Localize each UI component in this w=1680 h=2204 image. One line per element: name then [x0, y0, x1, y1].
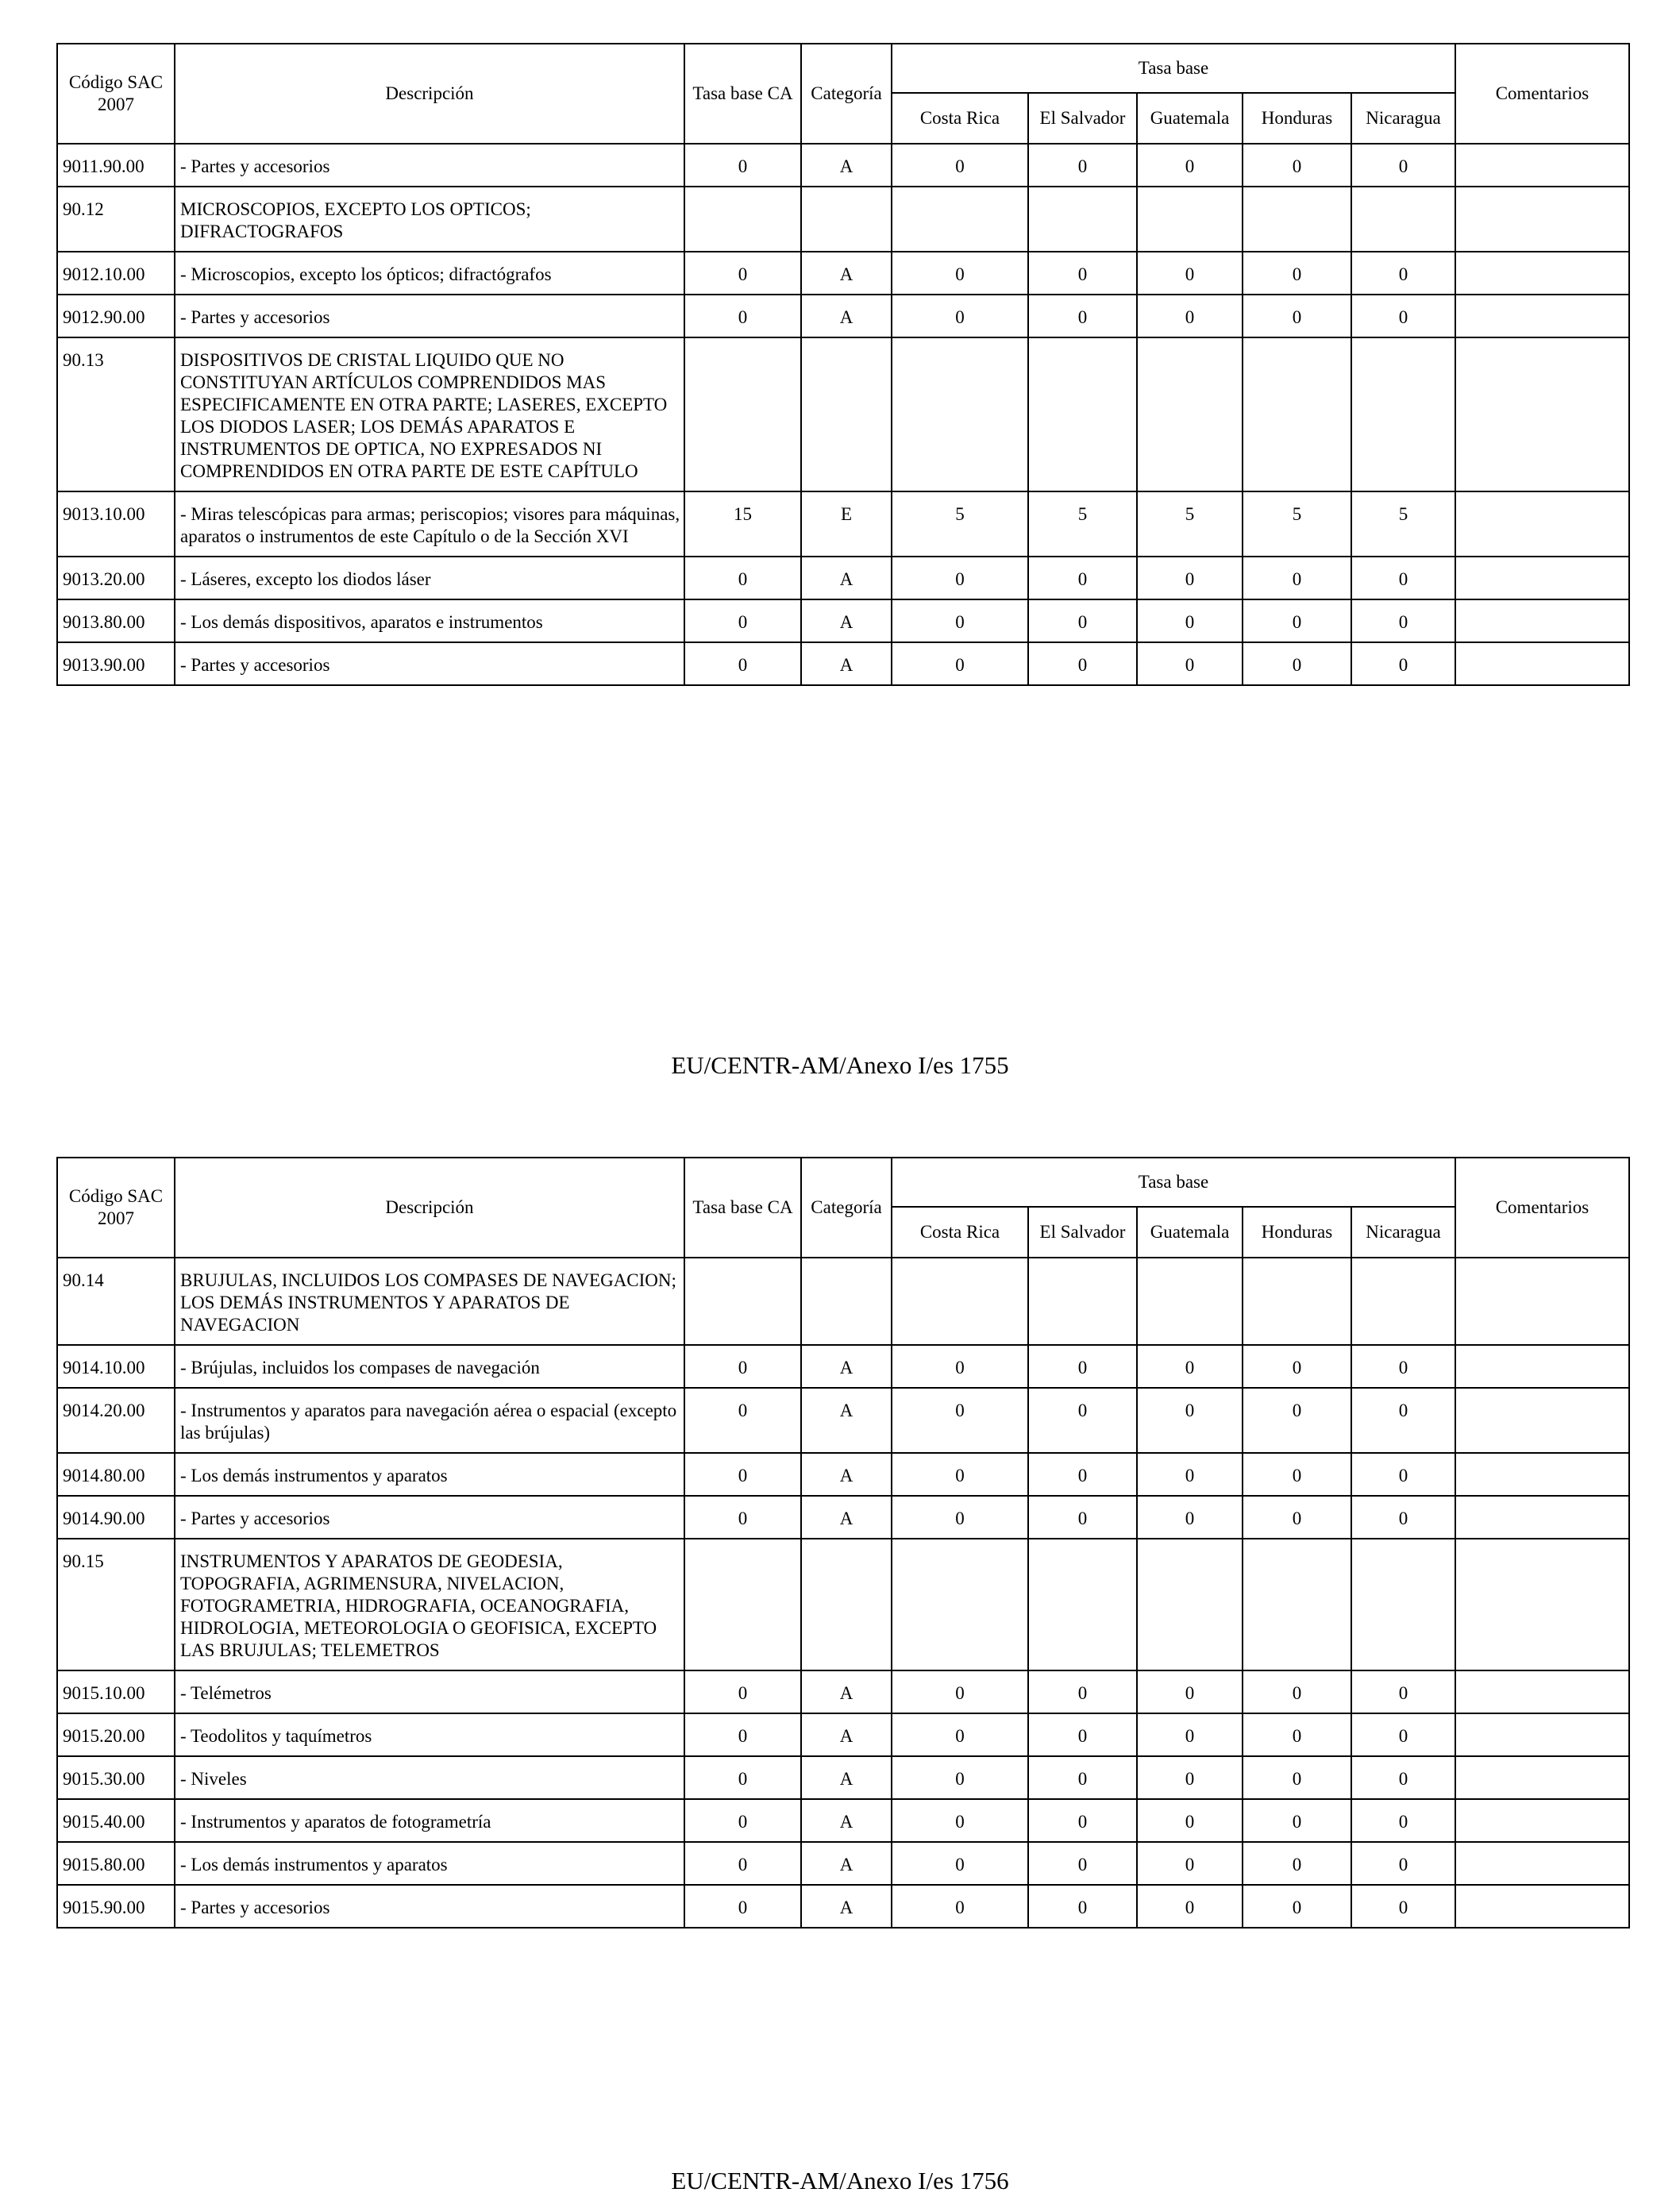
- rate-guatemala-cell: [1137, 1539, 1243, 1670]
- comments-cell: [1455, 144, 1629, 187]
- description-cell: MICROSCOPIOS, EXCEPTO LOS OPTICOS; DIFRACTOGRAFOS: [175, 187, 684, 252]
- category-cell: A: [801, 557, 892, 599]
- rate-nicaragua-cell: [1351, 1258, 1455, 1345]
- tariff-table: [56, 43, 1630, 686]
- comments-cell: [1455, 1756, 1629, 1799]
- rate-nicaragua-cell: 0: [1351, 1453, 1455, 1496]
- description-cell: - Partes y accesorios: [175, 1496, 684, 1539]
- header-base-rate: Tasa base: [892, 1158, 1455, 1207]
- rate-honduras-cell: [1243, 1539, 1351, 1670]
- base-rate-ca-cell: 0: [684, 1842, 801, 1885]
- rate-nicaragua-cell: 5: [1351, 491, 1455, 557]
- table-row: [57, 252, 1629, 295]
- rate-guatemala-cell: 0: [1137, 1885, 1243, 1928]
- description-cell: - Microscopios, excepto los ópticos; difractógrafos: [175, 252, 684, 295]
- table-row: [57, 1258, 1629, 1345]
- comments-cell: [1455, 252, 1629, 295]
- rate-costa-rica-cell: 0: [892, 1713, 1028, 1756]
- rate-guatemala-cell: 0: [1137, 1388, 1243, 1453]
- description-cell: - Miras telescópicas para armas; periscopios; visores para máquinas, aparatos o instrumentos de este Capítulo o de la Sección XVI: [175, 491, 684, 557]
- rate-nicaragua-cell: 0: [1351, 1496, 1455, 1539]
- rate-nicaragua-cell: 0: [1351, 599, 1455, 642]
- rate-nicaragua-cell: [1351, 1539, 1455, 1670]
- description-cell: BRUJULAS, INCLUIDOS LOS COMPASES DE NAVEGACION; LOS DEMÁS INSTRUMENTOS Y APARATOS DE NAVEGACION: [175, 1258, 684, 1345]
- description-cell: - Partes y accesorios: [175, 642, 684, 685]
- rate-el-salvador-cell: [1028, 1258, 1137, 1345]
- description-cell: - Los demás instrumentos y aparatos: [175, 1453, 684, 1496]
- rate-guatemala-cell: 0: [1137, 1713, 1243, 1756]
- category-cell: A: [801, 1496, 892, 1539]
- rate-honduras-cell: 0: [1243, 599, 1351, 642]
- rate-honduras-cell: 0: [1243, 295, 1351, 337]
- base-rate-ca-cell: 0: [684, 1670, 801, 1713]
- code-cell: 9013.80.00: [57, 599, 175, 642]
- rate-el-salvador-cell: 0: [1028, 642, 1137, 685]
- table-row: [57, 1539, 1629, 1670]
- rate-el-salvador-cell: 0: [1028, 1345, 1137, 1388]
- description-cell: - Los demás instrumentos y aparatos: [175, 1842, 684, 1885]
- rate-costa-rica-cell: 5: [892, 491, 1028, 557]
- category-cell: A: [801, 252, 892, 295]
- header-country-costa-rica: Costa Rica: [892, 93, 1028, 144]
- rate-guatemala-cell: 0: [1137, 1670, 1243, 1713]
- rate-honduras-cell: 0: [1243, 1670, 1351, 1713]
- base-rate-ca-cell: 0: [684, 599, 801, 642]
- category-cell: A: [801, 1799, 892, 1842]
- table-row: [57, 295, 1629, 337]
- base-rate-ca-cell: 0: [684, 1388, 801, 1453]
- description-cell: - Instrumentos y aparatos para navegación aérea o espacial (excepto las brújulas): [175, 1388, 684, 1453]
- rate-costa-rica-cell: 0: [892, 1885, 1028, 1928]
- code-cell: 9015.30.00: [57, 1756, 175, 1799]
- page-footer: EU/CENTR-AM/Anexo I/es 1756: [671, 2167, 1009, 2194]
- rate-el-salvador-cell: 0: [1028, 1388, 1137, 1453]
- rate-guatemala-cell: 0: [1137, 1345, 1243, 1388]
- header-code: Código SAC 2007: [57, 44, 175, 144]
- tariff-table: [56, 1157, 1630, 1929]
- comments-cell: [1455, 187, 1629, 252]
- rate-el-salvador-cell: 0: [1028, 1670, 1137, 1713]
- rate-costa-rica-cell: 0: [892, 1388, 1028, 1453]
- code-cell: 9013.90.00: [57, 642, 175, 685]
- header-comments: Comentarios: [1455, 1158, 1629, 1258]
- table-row: [57, 1496, 1629, 1539]
- code-cell: 9014.80.00: [57, 1453, 175, 1496]
- comments-cell: [1455, 557, 1629, 599]
- description-cell: - Partes y accesorios: [175, 295, 684, 337]
- code-cell: 9015.10.00: [57, 1670, 175, 1713]
- rate-nicaragua-cell: 0: [1351, 1842, 1455, 1885]
- base-rate-ca-cell: [684, 1258, 801, 1345]
- rate-costa-rica-cell: 0: [892, 1799, 1028, 1842]
- header-base-rate: Tasa base: [892, 44, 1455, 93]
- rate-honduras-cell: 0: [1243, 557, 1351, 599]
- code-cell: 90.13: [57, 337, 175, 491]
- rate-costa-rica-cell: 0: [892, 642, 1028, 685]
- rate-nicaragua-cell: [1351, 337, 1455, 491]
- table-row: [57, 599, 1629, 642]
- rate-el-salvador-cell: [1028, 337, 1137, 491]
- comments-cell: [1455, 1799, 1629, 1842]
- rate-el-salvador-cell: 0: [1028, 1496, 1137, 1539]
- base-rate-ca-cell: 0: [684, 1345, 801, 1388]
- category-cell: A: [801, 1885, 892, 1928]
- rate-guatemala-cell: 0: [1137, 295, 1243, 337]
- category-cell: A: [801, 1713, 892, 1756]
- table-row: [57, 1885, 1629, 1928]
- rate-honduras-cell: 0: [1243, 1713, 1351, 1756]
- table-row: [57, 1345, 1629, 1388]
- rate-nicaragua-cell: 0: [1351, 1799, 1455, 1842]
- code-cell: 9015.90.00: [57, 1885, 175, 1928]
- rate-guatemala-cell: 0: [1137, 1756, 1243, 1799]
- rate-costa-rica-cell: 0: [892, 599, 1028, 642]
- rate-costa-rica-cell: [892, 1539, 1028, 1670]
- header-base-rate-ca: Tasa base CA: [684, 44, 801, 144]
- category-cell: A: [801, 1388, 892, 1453]
- rate-costa-rica-cell: 0: [892, 144, 1028, 187]
- description-cell: - Telémetros: [175, 1670, 684, 1713]
- comments-cell: [1455, 337, 1629, 491]
- rate-honduras-cell: 5: [1243, 491, 1351, 557]
- rate-honduras-cell: [1243, 187, 1351, 252]
- base-rate-ca-cell: 0: [684, 144, 801, 187]
- header-code: Código SAC 2007: [57, 1158, 175, 1258]
- header-description: Descripción: [175, 1158, 684, 1258]
- description-cell: - Los demás dispositivos, aparatos e instrumentos: [175, 599, 684, 642]
- comments-cell: [1455, 1258, 1629, 1345]
- code-cell: 9011.90.00: [57, 144, 175, 187]
- rate-el-salvador-cell: 0: [1028, 1799, 1137, 1842]
- code-cell: 9014.90.00: [57, 1496, 175, 1539]
- base-rate-ca-cell: 15: [684, 491, 801, 557]
- code-cell: 9012.10.00: [57, 252, 175, 295]
- category-cell: A: [801, 1756, 892, 1799]
- header-country-guatemala: Guatemala: [1137, 93, 1243, 144]
- header-country-guatemala: Guatemala: [1137, 1207, 1243, 1258]
- rate-el-salvador-cell: 0: [1028, 557, 1137, 599]
- rate-costa-rica-cell: 0: [892, 252, 1028, 295]
- description-cell: - Láseres, excepto los diodos láser: [175, 557, 684, 599]
- description-cell: INSTRUMENTOS Y APARATOS DE GEODESIA, TOPOGRAFIA, AGRIMENSURA, NIVELACION, FOTOGRAMETRIA, HIDROGRAFIA, OCEANOGRAFIA, HIDROLOGIA, METEOROLOGIA O GEOFISICA, EXCEPTO LAS BRUJULAS; TELEMETROS: [175, 1539, 684, 1670]
- category-cell: E: [801, 491, 892, 557]
- category-cell: A: [801, 1842, 892, 1885]
- base-rate-ca-cell: 0: [684, 1453, 801, 1496]
- rate-guatemala-cell: 0: [1137, 1496, 1243, 1539]
- code-cell: 9015.40.00: [57, 1799, 175, 1842]
- category-cell: A: [801, 144, 892, 187]
- rate-nicaragua-cell: 0: [1351, 1756, 1455, 1799]
- rate-el-salvador-cell: 0: [1028, 1756, 1137, 1799]
- category-cell: A: [801, 1453, 892, 1496]
- code-cell: 9015.20.00: [57, 1713, 175, 1756]
- rate-guatemala-cell: [1137, 187, 1243, 252]
- rate-el-salvador-cell: 0: [1028, 252, 1137, 295]
- header-country-nicaragua: Nicaragua: [1351, 93, 1455, 144]
- rate-nicaragua-cell: 0: [1351, 1670, 1455, 1713]
- comments-cell: [1455, 599, 1629, 642]
- table-row: [57, 1756, 1629, 1799]
- rate-nicaragua-cell: 0: [1351, 295, 1455, 337]
- table-row: [57, 1713, 1629, 1756]
- comments-cell: [1455, 1713, 1629, 1756]
- header-category: Categoría: [801, 44, 892, 144]
- rate-el-salvador-cell: 0: [1028, 1885, 1137, 1928]
- rate-nicaragua-cell: 0: [1351, 642, 1455, 685]
- base-rate-ca-cell: 0: [684, 1885, 801, 1928]
- base-rate-ca-cell: [684, 337, 801, 491]
- rate-el-salvador-cell: 0: [1028, 599, 1137, 642]
- rate-guatemala-cell: 0: [1137, 557, 1243, 599]
- rate-guatemala-cell: 0: [1137, 252, 1243, 295]
- code-cell: 90.12: [57, 187, 175, 252]
- base-rate-ca-cell: [684, 187, 801, 252]
- category-cell: A: [801, 1670, 892, 1713]
- rate-el-salvador-cell: 0: [1028, 1842, 1137, 1885]
- rate-guatemala-cell: 0: [1137, 1799, 1243, 1842]
- description-cell: - Brújulas, incluidos los compases de navegación: [175, 1345, 684, 1388]
- header-country-el-salvador: El Salvador: [1028, 1207, 1137, 1258]
- comments-cell: [1455, 1842, 1629, 1885]
- table-row: [57, 1670, 1629, 1713]
- base-rate-ca-cell: [684, 1539, 801, 1670]
- description-cell: - Instrumentos y aparatos de fotogrametría: [175, 1799, 684, 1842]
- base-rate-ca-cell: 0: [684, 1496, 801, 1539]
- rate-el-salvador-cell: 0: [1028, 1453, 1137, 1496]
- rate-honduras-cell: 0: [1243, 1756, 1351, 1799]
- base-rate-ca-cell: 0: [684, 1799, 801, 1842]
- page-footer: EU/CENTR-AM/Anexo I/es 1755: [671, 1051, 1009, 1079]
- table-row: [57, 337, 1629, 491]
- table-row: [57, 491, 1629, 557]
- rate-costa-rica-cell: [892, 187, 1028, 252]
- rate-costa-rica-cell: 0: [892, 1496, 1028, 1539]
- code-cell: 9015.80.00: [57, 1842, 175, 1885]
- rate-honduras-cell: 0: [1243, 1388, 1351, 1453]
- rate-costa-rica-cell: 0: [892, 1345, 1028, 1388]
- header-base-rate-ca: Tasa base CA: [684, 1158, 801, 1258]
- rate-guatemala-cell: 0: [1137, 1842, 1243, 1885]
- base-rate-ca-cell: 0: [684, 252, 801, 295]
- rate-costa-rica-cell: 0: [892, 1842, 1028, 1885]
- rate-nicaragua-cell: 0: [1351, 144, 1455, 187]
- category-cell: [801, 1539, 892, 1670]
- code-cell: 9013.10.00: [57, 491, 175, 557]
- comments-cell: [1455, 1885, 1629, 1928]
- category-cell: A: [801, 295, 892, 337]
- rate-el-salvador-cell: 0: [1028, 295, 1137, 337]
- rate-honduras-cell: 0: [1243, 1799, 1351, 1842]
- header-comments: Comentarios: [1455, 44, 1629, 144]
- rate-costa-rica-cell: 0: [892, 1453, 1028, 1496]
- rate-el-salvador-cell: [1028, 187, 1137, 252]
- comments-cell: [1455, 1345, 1629, 1388]
- rate-nicaragua-cell: 0: [1351, 1885, 1455, 1928]
- rate-honduras-cell: 0: [1243, 1842, 1351, 1885]
- rate-costa-rica-cell: 0: [892, 295, 1028, 337]
- rate-nicaragua-cell: 0: [1351, 1713, 1455, 1756]
- code-cell: 90.15: [57, 1539, 175, 1670]
- comments-cell: [1455, 1670, 1629, 1713]
- rate-honduras-cell: 0: [1243, 1345, 1351, 1388]
- comments-cell: [1455, 1388, 1629, 1453]
- code-cell: 9014.10.00: [57, 1345, 175, 1388]
- rate-honduras-cell: 0: [1243, 1453, 1351, 1496]
- table-row: [57, 1799, 1629, 1842]
- table-body: [57, 1258, 1629, 1928]
- rate-nicaragua-cell: 0: [1351, 1345, 1455, 1388]
- code-cell: 9012.90.00: [57, 295, 175, 337]
- rate-honduras-cell: 0: [1243, 1496, 1351, 1539]
- rate-guatemala-cell: [1137, 337, 1243, 491]
- category-cell: [801, 337, 892, 491]
- rate-costa-rica-cell: 0: [892, 557, 1028, 599]
- description-cell: - Partes y accesorios: [175, 1885, 684, 1928]
- rate-costa-rica-cell: [892, 337, 1028, 491]
- comments-cell: [1455, 1496, 1629, 1539]
- base-rate-ca-cell: 0: [684, 1713, 801, 1756]
- table-row: [57, 557, 1629, 599]
- base-rate-ca-cell: 0: [684, 557, 801, 599]
- table-row: [57, 1388, 1629, 1453]
- rate-guatemala-cell: [1137, 1258, 1243, 1345]
- base-rate-ca-cell: 0: [684, 642, 801, 685]
- category-cell: A: [801, 642, 892, 685]
- description-cell: - Niveles: [175, 1756, 684, 1799]
- header-country-honduras: Honduras: [1243, 93, 1351, 144]
- header-country-costa-rica: Costa Rica: [892, 1207, 1028, 1258]
- header-country-el-salvador: El Salvador: [1028, 93, 1137, 144]
- rate-guatemala-cell: 0: [1137, 642, 1243, 685]
- category-cell: A: [801, 599, 892, 642]
- rate-honduras-cell: 0: [1243, 1885, 1351, 1928]
- rate-costa-rica-cell: [892, 1258, 1028, 1345]
- rate-nicaragua-cell: [1351, 187, 1455, 252]
- code-cell: 90.14: [57, 1258, 175, 1345]
- table-body: [57, 144, 1629, 685]
- code-cell: 9014.20.00: [57, 1388, 175, 1453]
- comments-cell: [1455, 1453, 1629, 1496]
- rate-honduras-cell: 0: [1243, 144, 1351, 187]
- rate-costa-rica-cell: 0: [892, 1670, 1028, 1713]
- comments-cell: [1455, 295, 1629, 337]
- rate-honduras-cell: 0: [1243, 252, 1351, 295]
- rate-el-salvador-cell: 0: [1028, 144, 1137, 187]
- rate-nicaragua-cell: 0: [1351, 557, 1455, 599]
- rate-honduras-cell: 0: [1243, 642, 1351, 685]
- rate-el-salvador-cell: [1028, 1539, 1137, 1670]
- rate-nicaragua-cell: 0: [1351, 252, 1455, 295]
- comments-cell: [1455, 642, 1629, 685]
- rate-el-salvador-cell: 5: [1028, 491, 1137, 557]
- comments-cell: [1455, 491, 1629, 557]
- code-cell: 9013.20.00: [57, 557, 175, 599]
- header-description: Descripción: [175, 44, 684, 144]
- rate-nicaragua-cell: 0: [1351, 1388, 1455, 1453]
- rate-guatemala-cell: 0: [1137, 599, 1243, 642]
- header-country-nicaragua: Nicaragua: [1351, 1207, 1455, 1258]
- table-row: [57, 642, 1629, 685]
- category-cell: [801, 187, 892, 252]
- table-row: [57, 1842, 1629, 1885]
- rate-costa-rica-cell: 0: [892, 1756, 1028, 1799]
- description-cell: - Teodolitos y taquímetros: [175, 1713, 684, 1756]
- description-cell: DISPOSITIVOS DE CRISTAL LIQUIDO QUE NO CONSTITUYAN ARTÍCULOS COMPRENDIDOS MAS ESPECIFICAMENTE EN OTRA PARTE; LASERES, EXCEPTO LOS DIODOS LASER; LOS DEMÁS APARATOS E INSTRUMENTOS DE OPTICA, NO EXPRESADOS NI COMPRENDIDOS EN OTRA PARTE DE ESTE CAPÍTULO: [175, 337, 684, 491]
- header-category: Categoría: [801, 1158, 892, 1258]
- rate-el-salvador-cell: 0: [1028, 1713, 1137, 1756]
- rate-honduras-cell: [1243, 337, 1351, 491]
- rate-guatemala-cell: 5: [1137, 491, 1243, 557]
- rate-honduras-cell: [1243, 1258, 1351, 1345]
- header-country-honduras: Honduras: [1243, 1207, 1351, 1258]
- base-rate-ca-cell: 0: [684, 295, 801, 337]
- rate-guatemala-cell: 0: [1137, 1453, 1243, 1496]
- description-cell: - Partes y accesorios: [175, 144, 684, 187]
- comments-cell: [1455, 1539, 1629, 1670]
- category-cell: A: [801, 1345, 892, 1388]
- table-row: [57, 1453, 1629, 1496]
- table-row: [57, 144, 1629, 187]
- base-rate-ca-cell: 0: [684, 1756, 801, 1799]
- category-cell: [801, 1258, 892, 1345]
- table-row: [57, 187, 1629, 252]
- rate-guatemala-cell: 0: [1137, 144, 1243, 187]
